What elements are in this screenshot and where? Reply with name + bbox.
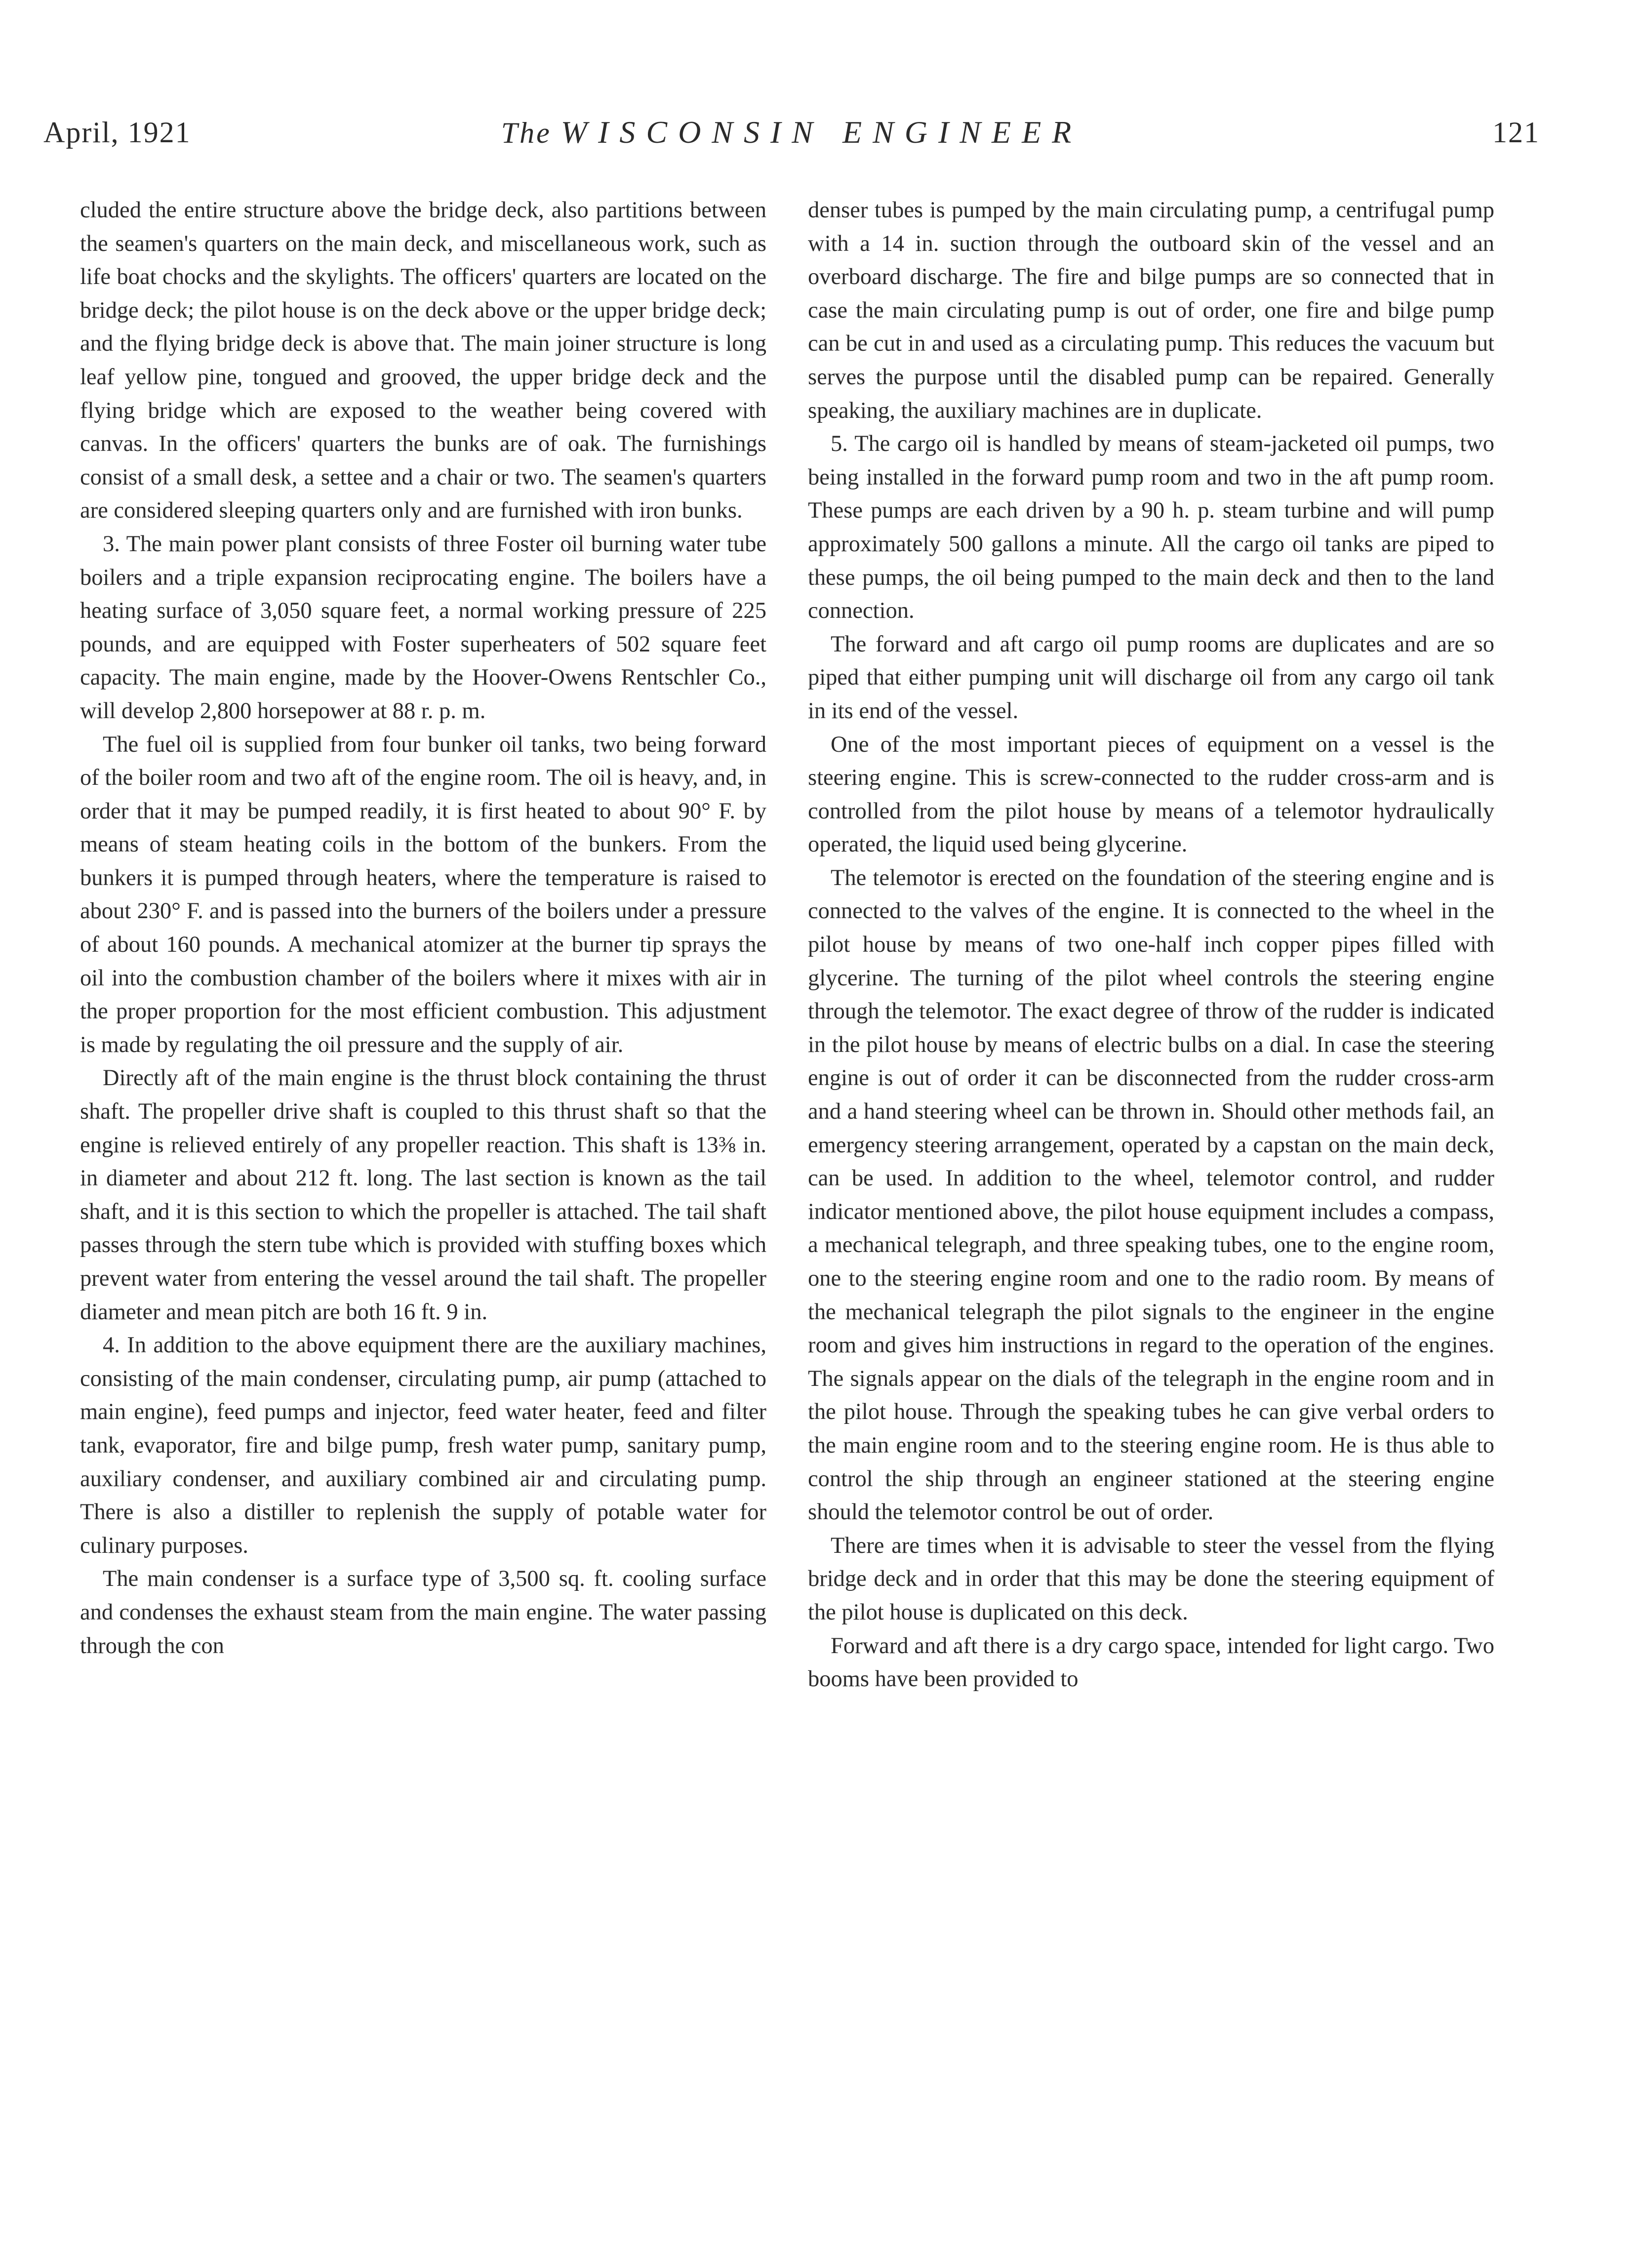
page-header: [43, 113, 1540, 152]
paragraph: 4. In addition to the above equipment there are the auxiliary machines, consisting of the main condenser, circulating pump, air pump (attached to main engine), feed pumps and injector, feed water heater, feed and filter tank, evaporator, fire and bilge pump, fresh water pump, sanitary pump, auxiliary condenser, and auxiliary combined air and circulating pump. There is also a distiller to replenish the supply of potable water for culinary purposes.: [80, 1333, 766, 1558]
paragraph: The main condenser is a surface type of 3,500 sq. ft. cooling surface and condenses the exhaust steam from the main engine. The water passing through the con: [80, 1566, 766, 1659]
paragraph: The telemotor is erected on the foundation of the steering engine and is connected to the valves of the engine. It is connected to the wheel in the pilot house by means of two one-half inch copper pipes filled with glycerine. The turning of the pilot wheel controls the steering engine through the telemotor. The exact degree of throw of the rudder is indicated in the pilot house by means of electric bulbs on a dial. In case the steering engine is out of order it can be disconnected from the rudder cross-arm and a hand steering wheel can be thrown in. Should other methods fail, an emergency steering arrangement, operated by a capstan on the main deck, can be used. In addition to the wheel, telemotor control, and rudder indicator mentioned above, the pilot house equipment includes a compass, a mechanical telegraph, and three speaking tubes, one to the engine room, one to the steering engine room and one to the radio room. By means of the mechanical telegraph the pilot signals to the engineer in the engine room and gives him instructions in regard to the operation of the engines. The signals appear on the dials of the telegraph in the engine room and in the pilot house. Through the speaking tubes he can give verbal orders to the main engine room and to the steering engine room. He is thus able to control the ship through an engineer stationed at the steering engine should the telemotor control be out of order.: [808, 865, 1494, 1525]
paragraph: denser tubes is pumped by the main circulating pump, a centrifugal pump with a 14 in. suction through the outboard skin of the vessel and an overboard discharge. The fire and bilge pumps are so connected that in case the main circulating pump is out of order, one fire and bilge pump can be cut in and used as a circulating pump. This reduces the vacuum but serves the purpose until the disabled pump can be repaired. Generally speaking, the auxiliary machines are in duplicate.: [808, 198, 1494, 423]
left-column: [80, 194, 766, 1662]
paragraph: One of the most important pieces of equipment on a vessel is the steering engine. This is screw-connected to the rudder cross-arm and is controlled from the pilot house by means of a telemotor hydraulically operated, the liquid used being glycerine.: [808, 731, 1494, 857]
paragraph: The forward and aft cargo oil pump rooms are duplicates and are so piped that either pumping unit will discharge oil from any cargo oil tank in its end of the vessel.: [808, 631, 1494, 724]
paragraph: Directly aft of the main engine is the thrust block containing the thrust shaft. The propeller drive shaft is coupled to this thrust shaft so that the engine is relieved entirely of any propeller reaction. This shaft is 13⅜ in. in diameter and about 212 ft. long. The last section is known as the tail shaft, and it is this section to which the propeller is attached. The tail shaft passes through the stern tube which is provided with stuffing boxes which prevent water from entering the vessel around the tail shaft. The propeller diameter and mean pitch are both 16 ft. 9 in.: [80, 1065, 766, 1325]
paragraph: cluded the entire structure above the bridge deck, also partitions between the seamen's quarters on the main deck, and miscellaneous work, such as life boat chocks and the skylights. The officers' quarters are located on the bridge deck; the pilot house is on the deck above or the upper bridge deck; and the flying bridge deck is above that. The main joiner structure is long leaf yellow pine, tongued and grooved, the upper bridge deck and the flying bridge which are exposed to the weather being covered with canvas. In the officers' quarters the bunks are of oak. The furnishings consist of a small desk, a settee and a chair or two. The seamen's quarters are considered sleeping quarters only and are furnished with iron bunks.: [80, 198, 766, 524]
paragraph: The fuel oil is supplied from four bunker oil tanks, two being forward of the boiler room and two aft of the engine room. The oil is heavy, and, in order that it may be pumped readily, it is first heated to about 90° F. by means of steam heating coils in the bottom of the bunkers. From the bunkers it is pumped through heaters, where the temperature is raised to about 230° F. and is passed into the burners of the boilers under a pressure of about 160 pounds. A mechanical atomizer at the burner tip sprays the oil into the combustion chamber of the boilers where it mixes with air in the proper proportion for the most efficient combustion. This adjustment is made by regulating the oil pressure and the supply of air.: [80, 731, 766, 1057]
issue-date: April, 1921: [43, 116, 191, 149]
paragraph: Forward and aft there is a dry cargo space, intended for light cargo. Two booms have been provided to: [808, 1633, 1494, 1692]
right-column: [808, 194, 1494, 1696]
paragraph: There are times when it is advisable to steer the vessel from the flying bridge deck and in order that this may be done the steering equipment of the pilot house is duplicated on this deck.: [808, 1533, 1494, 1625]
paragraph: 5. The cargo oil is handled by means of steam-jacketed oil pumps, two being installed in the forward pump room and two in the aft pump room. These pumps are each driven by a 90 h. p. steam turbine and will pump approximately 500 gallons a minute. All the cargo oil tanks are piped to these pumps, the oil being pumped to the main deck and then to the land connection.: [808, 431, 1494, 624]
paragraph: 3. The main power plant consists of three Foster oil burning water tube boilers and a triple expansion reciprocating engine. The boilers have a heating surface of 3,050 square feet, a normal working pressure of 225 pounds, and are equipped with Foster superheaters of 502 square feet capacity. The main engine, made by the Hoover-Owens Rentschler Co., will develop 2,800 horsepower at 88 r. p. m.: [80, 531, 766, 724]
page-number: 121: [1492, 116, 1540, 149]
journal-title-prefix: The: [501, 117, 552, 149]
journal-title: [43, 113, 1540, 153]
journal-title-main: WISCONSIN ENGINEER: [560, 115, 1082, 150]
